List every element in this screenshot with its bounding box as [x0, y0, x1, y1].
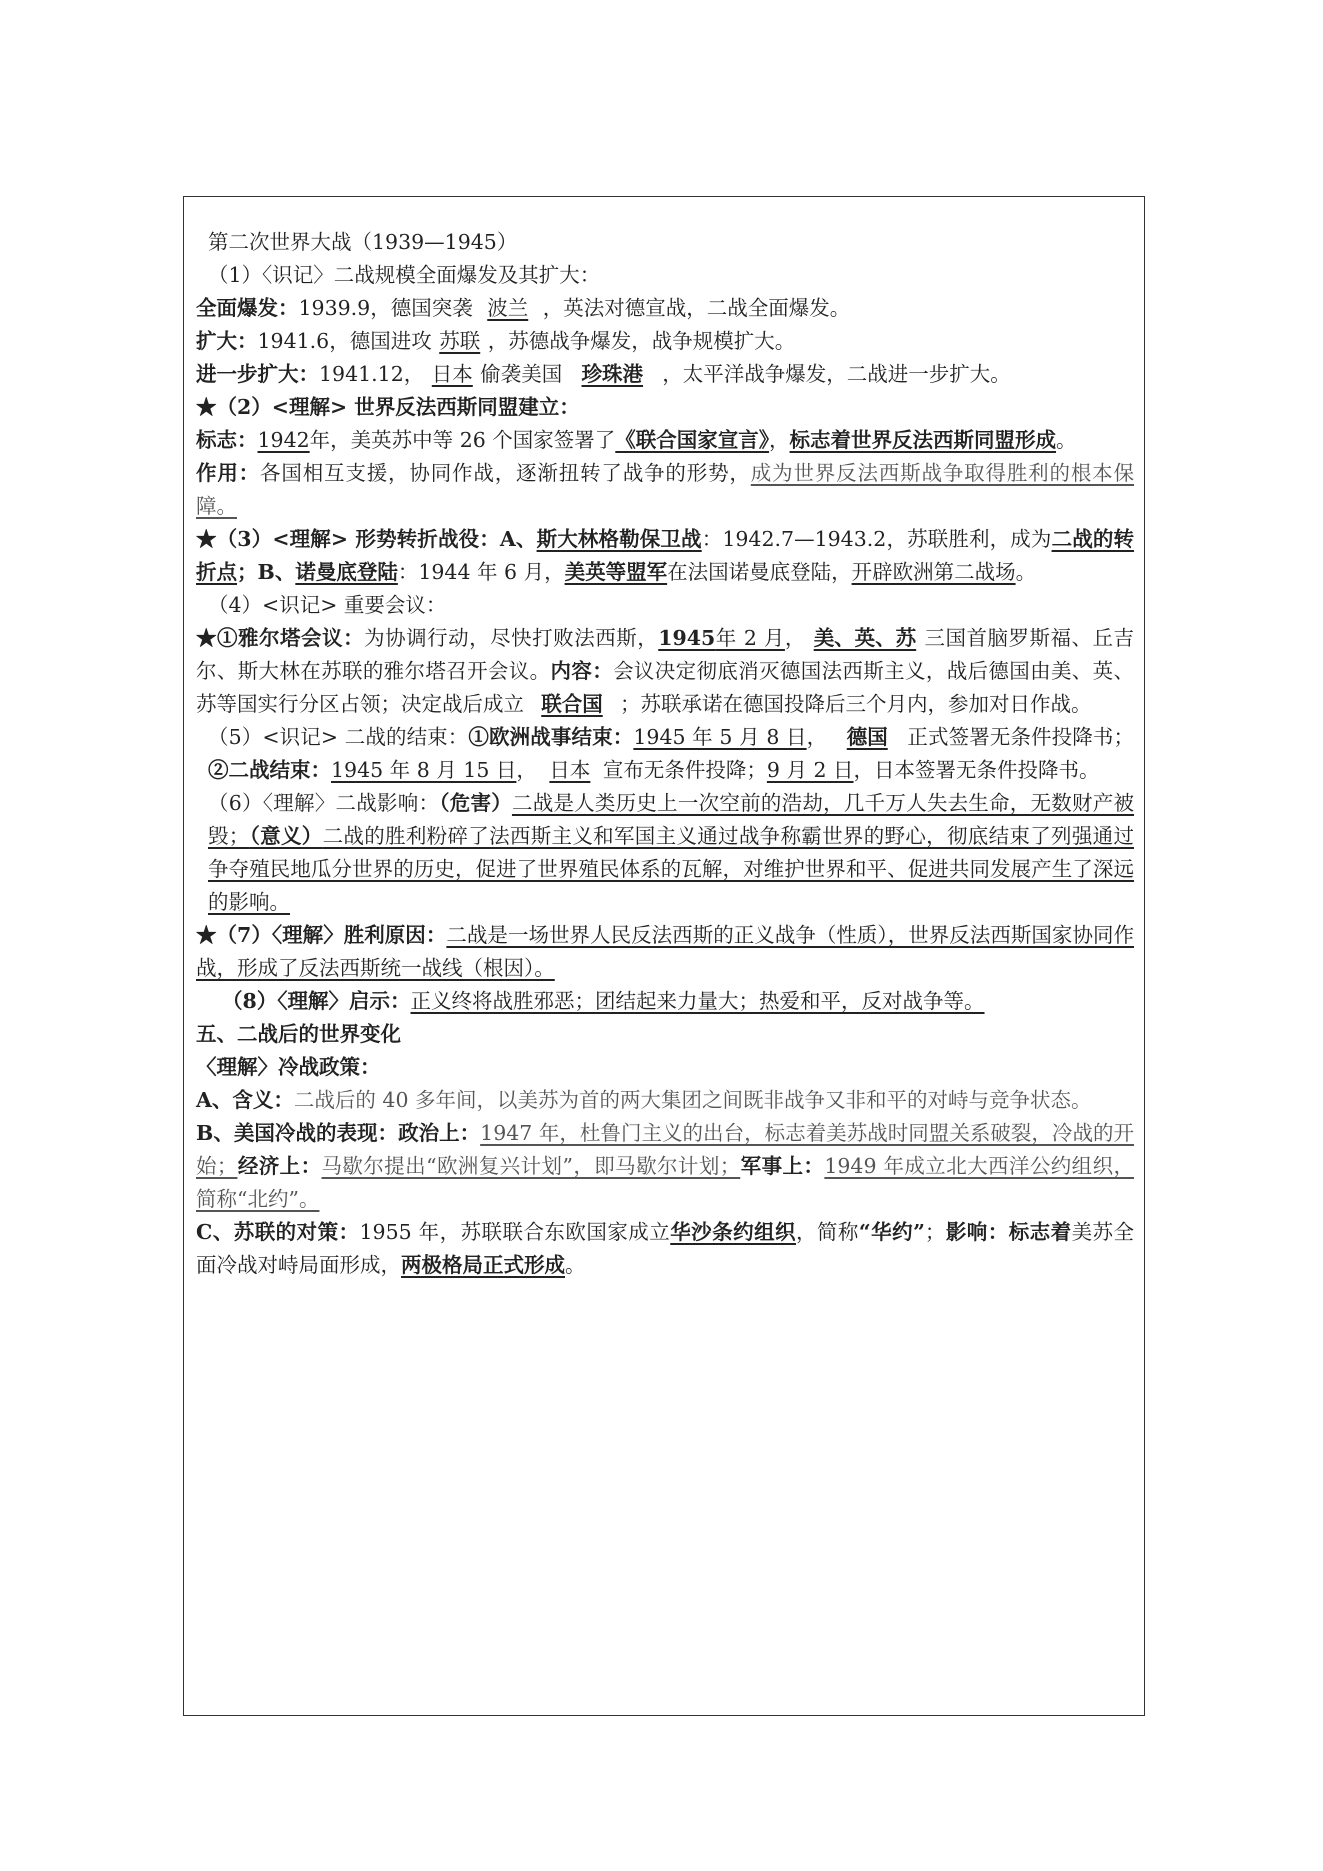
answer-blank: 二战是一场世界人民反法西斯的正义战争（性质），世界反法西斯国家协同作战，形成了反法西斯统一战线（根因）。: [196, 923, 1135, 980]
answer-blank: 波兰: [487, 296, 529, 320]
s3-heading: ★（3）<理解> 形势转折战役：: [196, 527, 500, 551]
s7-reason: [196, 919, 1134, 985]
text: ，: [806, 725, 828, 749]
text: ；: [237, 560, 258, 584]
text: 三国首脑罗斯福、丘吉尔、斯大林在苏联的雅尔塔召开会议。: [196, 626, 1135, 683]
text: 年，美英苏中等 26 个国家签署了: [309, 428, 616, 452]
s9-heading: 五、二战后的世界变化: [196, 1022, 401, 1046]
text: 各国相互支援，协同作战，逐渐扭转了战争的形势，: [260, 461, 751, 485]
s1-heading: [196, 259, 1134, 292]
text: 偷袭美国: [480, 362, 563, 386]
text: 。: [1015, 560, 1037, 584]
label: 影响：标志着: [945, 1220, 1072, 1244]
answer-blank: 马歇尔提出“欧洲复兴计划”，即马歇尔计划；: [321, 1154, 741, 1178]
answer-blank: 联合国: [541, 692, 603, 716]
text: 1939.9，德国突袭: [298, 296, 473, 320]
s5-end: [196, 721, 1134, 787]
text: ，: [769, 428, 790, 452]
label: 政治上：: [398, 1121, 481, 1145]
s9-meaning: [196, 1084, 1134, 1117]
label: 经济上：: [237, 1154, 322, 1178]
s7-heading: ★（7）〈理解〉胜利原因：: [196, 923, 447, 947]
text: ，太平洋战争爆发，二战进一步扩大。: [662, 362, 1011, 386]
answer-blank: 开辟欧洲第二战场: [851, 560, 1016, 584]
answer-blank: 标志着世界反法西斯同盟形成: [789, 428, 1057, 452]
answer-blank: 成为世界反法西斯战争取得胜利的根本保障。: [196, 461, 1135, 518]
answer-blank: 珍珠港: [581, 362, 644, 386]
s5-heading: （5）<识记> 二战的结束：: [208, 725, 469, 749]
text: 正式签署无条件投降书；: [907, 725, 1135, 749]
text: ：1942.7—1943.2，苏联胜利，成为: [701, 527, 1052, 551]
answer-blank: 两极格局正式形成: [401, 1253, 565, 1277]
answer-blank: 德国: [846, 725, 888, 749]
text: ，简称: [796, 1220, 859, 1244]
s4-heading: [196, 589, 1134, 622]
s8-heading: （8）〈理解〉启示：: [222, 989, 411, 1013]
s8-lesson: [196, 985, 1134, 1018]
star-icon: ★①: [196, 626, 239, 650]
answer-blank: 1947 年，杜鲁门主义的出台，标志着美苏战时同盟关系破裂，冷战的开始；: [196, 1121, 1135, 1178]
label: A、: [499, 527, 537, 551]
label: ①欧洲战事结束：: [468, 725, 634, 749]
label: （意义）: [249, 824, 323, 848]
text: ；苏联承诺在德国投降后三个月内，参加对日作战。: [620, 692, 1092, 716]
text: ：1944 年 6 月，: [397, 560, 565, 584]
label: 标志：: [196, 428, 258, 452]
answer-blank: 苏联: [439, 329, 481, 353]
text: ，日本签署无条件投降书。: [853, 758, 1100, 782]
text: ；: [924, 1220, 946, 1244]
label: B、美国冷战的表现：: [196, 1121, 399, 1145]
answer-blank: 二战的胜利粉碎了法西斯主义和军国主义通过战争称霸世界的野心，彻底结束了列强通过争夺殖民地瓜分世界的历史，促进了世界殖民体系的瓦解，对维护世界和平、促进共同发展产生了深远的影响。: [208, 824, 1134, 914]
text: 1955 年，苏联联合东欧国家成立: [359, 1220, 671, 1244]
answer-blank: 年 2 月: [715, 626, 785, 650]
label: 作用：: [196, 461, 261, 485]
s2-sign: [196, 424, 1134, 457]
answer-blank: 华沙条约组织: [670, 1220, 796, 1244]
text: 二战后的 40 多年间，以美苏为首的两大集团之间既非战争又非和平的对峙与竞争状态。: [293, 1088, 1092, 1112]
label: 雅尔塔会议：: [238, 626, 365, 650]
s6-impact: [196, 787, 1134, 919]
text: 1941.12，: [319, 362, 425, 386]
label: B、: [257, 560, 296, 584]
label: （危害）: [439, 791, 512, 815]
answer-blank: 日本: [549, 758, 591, 782]
text: 宣布无条件投降；: [602, 758, 767, 782]
answer-blank: 美英等盟军: [564, 560, 668, 584]
text: ，英法对德宣战，二战全面爆发。: [542, 296, 851, 320]
answer-blank: 二战是人类历史上一次空前的浩劫，几千万人失去生命，无数财产被毁；: [208, 791, 1135, 848]
s2-role: [196, 457, 1134, 523]
label: C、苏联的对策：: [196, 1220, 360, 1244]
text: 会议决定彻底消灭德国法西斯主义，战后德国由美、英、苏等国实行分区占领；决定战后成立: [196, 659, 1135, 716]
notes-content: [196, 226, 1134, 1282]
s1-heading-text: （1）〈识记〉二战规模全面爆发及其扩大：: [208, 263, 601, 287]
answer-blank: 9 月 2 日: [766, 758, 854, 782]
answer-blank: 日本: [431, 362, 473, 386]
answer-blank: 1949 年成立北大西洋公约组织，简称“北约”。: [196, 1154, 1135, 1211]
answer-blank: 斯大林格勒保卫战: [536, 527, 702, 551]
s9-subheading: 〈理解〉冷战政策：: [196, 1055, 381, 1079]
answer-blank: 1945 年 5 月 8 日: [633, 725, 807, 749]
s2-heading: ★（2）<理解> 世界反法西斯同盟建立：: [196, 395, 580, 419]
s9-us-coldwar: [196, 1117, 1134, 1216]
text: ，: [784, 626, 806, 650]
label: 进一步扩大：: [196, 362, 319, 386]
answer-blank: 《联合国家宣言》: [615, 428, 770, 452]
answer-blank: 美、英、苏: [813, 626, 917, 650]
text: 。: [565, 1253, 586, 1277]
label: 内容：: [550, 659, 614, 683]
answer-blank: 1945 年 8 月 15 日: [331, 758, 517, 782]
s1-line-3: [196, 358, 1134, 391]
text: ，: [516, 758, 537, 782]
label: 扩大：: [196, 329, 258, 353]
label: A、含义：: [196, 1088, 294, 1112]
label: ②二战结束：: [208, 758, 331, 782]
text: 在法国诺曼底登陆，: [667, 560, 852, 584]
text: ，苏德战争爆发，战争规模扩大。: [487, 329, 796, 353]
text: 美苏全面冷战对峙局面形成，: [196, 1220, 1135, 1277]
text: 1941.6，德国进攻: [257, 329, 432, 353]
answer-blank: 二战的转折点: [196, 527, 1135, 584]
s3-battles: [196, 523, 1134, 589]
s6-heading: （6）〈理解〉二战影响：: [208, 791, 440, 815]
answer-blank: 正义终将战胜邪恶；团结起来力量大；热爱和平，反对战争等。: [410, 989, 985, 1013]
answer-blank: 1942: [257, 428, 310, 452]
text: “华约”: [858, 1220, 925, 1244]
answer-blank: 1945: [658, 626, 716, 650]
s1-line-1: [196, 292, 1134, 325]
text: 。: [1056, 428, 1077, 452]
s4-heading-text: （4）<识记> 重要会议：: [208, 593, 447, 617]
answer-blank: 诺曼底登陆: [295, 560, 398, 584]
label: 全面爆发：: [196, 296, 299, 320]
s4-yalta: [196, 622, 1134, 721]
s9-soviet: [196, 1216, 1134, 1282]
s1-line-2: [196, 325, 1134, 358]
section-title: 第二次世界大战（1939—1945）: [208, 230, 518, 254]
label: 军事上：: [740, 1154, 825, 1178]
text: 为协调行动，尽快打败法西斯，: [364, 626, 659, 650]
